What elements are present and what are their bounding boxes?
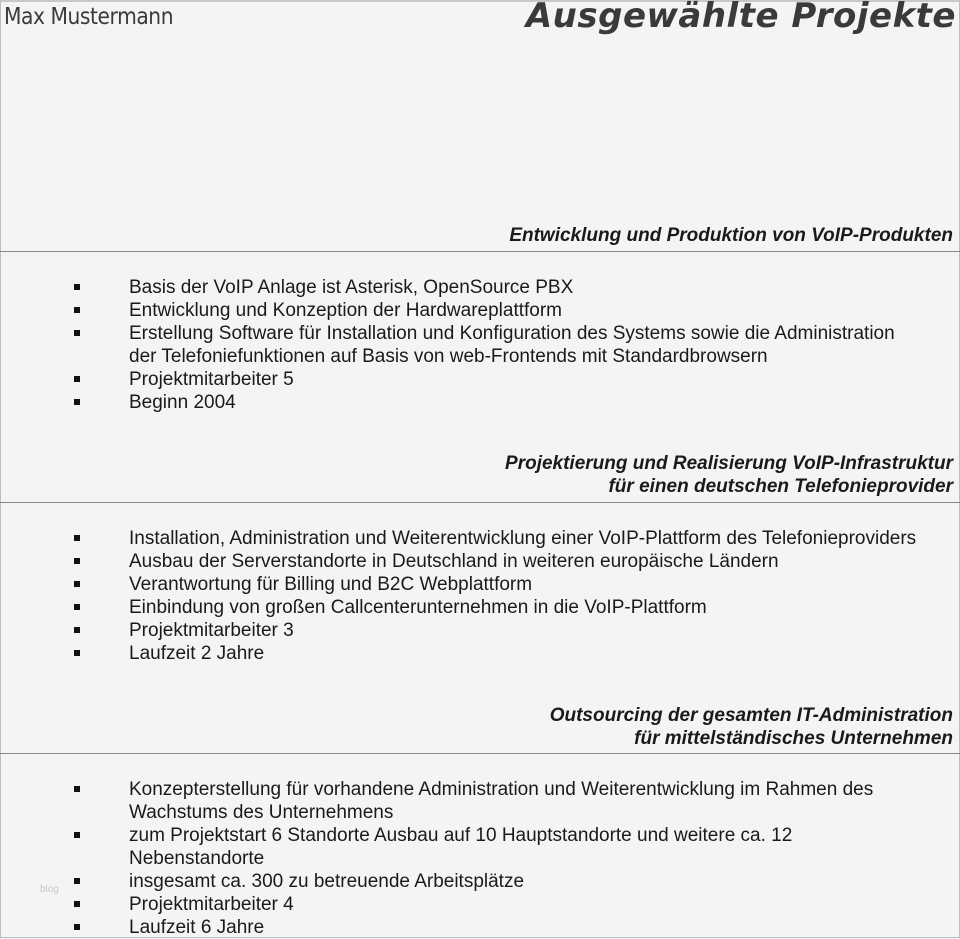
- bullet-icon: [74, 924, 80, 930]
- list-item-text: Nebenstandorte: [129, 848, 265, 869]
- list-item-text: Konzepterstellung für vorhandene Administration und Weiterentwicklung im Rahmen des: [129, 779, 874, 800]
- list-item: [0, 596, 960, 619]
- list-item-text: insgesamt ca. 300 zu betreuende Arbeitsplätze: [129, 871, 525, 892]
- bullet-icon: [74, 901, 80, 907]
- list-item: [0, 824, 960, 870]
- bullet-icon: [74, 604, 80, 610]
- list-item-text: Laufzeit 2 Jahre: [129, 643, 265, 664]
- list-item-text: Basis der VoIP Anlage ist Asterisk, OpenSource PBX: [129, 277, 574, 298]
- list-item-text: Wachstums des Unternehmens: [129, 802, 394, 823]
- list-item: [0, 619, 960, 642]
- list-item-text: Laufzeit 6 Jahre: [129, 917, 265, 938]
- list-item-text: Beginn 2004: [129, 392, 236, 413]
- list-item: [0, 391, 960, 414]
- project-heading-line: für mittelständisches Unternehmen: [634, 728, 953, 749]
- list-item: [0, 893, 960, 916]
- list-item: [0, 276, 960, 299]
- project-details-list: [0, 778, 960, 939]
- bullet-icon: [74, 376, 80, 382]
- list-item-text: Erstellung Software für Installation und Konfiguration des Systems sowie die Administration: [129, 323, 895, 344]
- bullet-icon: [74, 330, 80, 336]
- project-heading-line: Entwicklung und Produktion von VoIP-Produkten: [509, 225, 953, 246]
- bullet-icon: [74, 786, 80, 792]
- project-heading: [505, 452, 953, 498]
- bullet-icon: [74, 558, 80, 564]
- list-item-text: der Telefoniefunktionen auf Basis von web-Frontends mit Standardbrowsern: [129, 346, 768, 367]
- list-item: [0, 550, 960, 573]
- bullet-icon: [74, 878, 80, 884]
- section-divider: [0, 251, 960, 252]
- project-heading: [509, 224, 953, 247]
- project-heading-line: Projektierung und Realisierung VoIP-Infrastruktur: [505, 453, 953, 474]
- list-item-text: Installation, Administration und Weiterentwicklung einer VoIP-Plattform des Telefonieproviders: [129, 528, 917, 549]
- list-item: [0, 322, 960, 368]
- bullet-icon: [74, 399, 80, 405]
- bullet-icon: [74, 307, 80, 313]
- list-item-text: Ausbau der Serverstandorte in Deutschland in weiteren europäische Ländern: [129, 551, 779, 572]
- author-name: Max Mustermann: [4, 4, 174, 30]
- list-item-text: Projektmitarbeiter 4: [129, 894, 294, 915]
- project-details-list: [0, 276, 960, 414]
- list-item: [0, 916, 960, 939]
- page-title: Ausgewählte Projekte: [525, 0, 956, 36]
- list-item: [0, 642, 960, 665]
- list-item-text: zum Projektstart 6 Standorte Ausbau auf 10 Hauptstandorte und weitere ca. 12: [129, 825, 793, 846]
- bullet-icon: [74, 650, 80, 656]
- bullet-icon: [74, 535, 80, 541]
- project-heading-line: Outsourcing der gesamten IT-Administration: [549, 705, 953, 726]
- section-divider: [0, 502, 960, 503]
- list-item: [0, 573, 960, 596]
- list-item-text: Verantwortung für Billing und B2C Webplattform: [129, 574, 533, 595]
- project-details-list: [0, 527, 960, 665]
- list-item-text: Projektmitarbeiter 5: [129, 369, 294, 390]
- list-item-text: Projektmitarbeiter 3: [129, 620, 294, 641]
- list-item-text: Entwicklung und Konzeption der Hardwareplattform: [129, 300, 563, 321]
- bullet-icon: [74, 832, 80, 838]
- project-heading: [550, 704, 953, 750]
- list-item: [0, 527, 960, 550]
- list-item: [0, 870, 960, 893]
- project-heading-line: für einen deutschen Telefonieprovider: [608, 476, 953, 497]
- list-item: [0, 299, 960, 322]
- list-item: [0, 368, 960, 391]
- list-item-text: Einbindung von großen Callcenterunternehmen in die VoIP-Plattform: [129, 597, 707, 618]
- bullet-icon: [74, 627, 80, 633]
- watermark: blog: [40, 884, 59, 895]
- section-divider: [0, 753, 960, 754]
- list-item: [0, 778, 960, 824]
- bullet-icon: [74, 581, 80, 587]
- bullet-icon: [74, 284, 80, 290]
